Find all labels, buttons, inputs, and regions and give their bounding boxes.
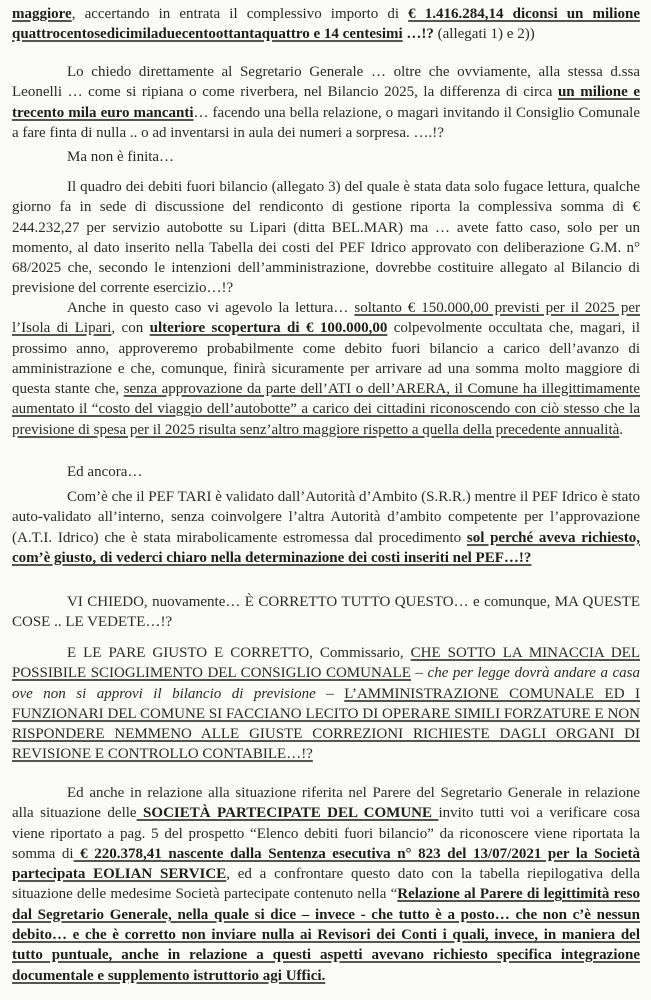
text-run: Lo chiedo direttamente al Segretario Generale … oltre che ovviamente, alla stessa d.ssa Leonelli … come si ripiana o come riverbera, nel Bilancio 2025, la differenza di circa: [12, 64, 640, 101]
text-run: Ma non è finita…: [67, 149, 175, 165]
paragraph: [12, 462, 640, 482]
text-run: , accertando in entrata il complessivo importo di: [71, 6, 409, 22]
emphasized-text: ulteriore scopertura di € 100.000,00: [149, 320, 388, 337]
emphasized-text: …!?: [402, 26, 434, 43]
paragraph: [12, 643, 640, 765]
text-run: Com’è che il PEF TARI è validato dall’Autorità d’Ambito (S.R.R.) mentre il PEF Idrico è stato auto-validato all’interno, senza coinvolgere l’altra Autorità d’ambito competente per l’approvazione (A.T.I. Idrico) che è stata mirabolicamente estromessa dal procedimento: [12, 489, 640, 546]
paragraph: [12, 487, 640, 568]
text-run: E LE PARE GIUSTO E CORRETTO, Commissario,: [67, 645, 411, 661]
emphasized-text: Relazione al Parere di legittimità reso dal Segretario Generale, nella quale si dice – invece - che tutto è a posto… che non c’è nessun debito… e che è corretto non inviare nulla ai Revisori dei Conti i quali, invece, in maniera del tutto puntuale, anche in relazione a questi aspetti avevano richiesto specifica integrazione documentale e supplemento istruttorio agi Uffici.: [12, 886, 640, 984]
paragraph: [12, 4, 640, 45]
text-run: , ed a confrontare questo dato con la tabella riepilogativa della situazione delle medesime Società partecipate contenuto nella “: [12, 866, 641, 903]
text-run: senza approvazione da parte dell’ATI o dell’ARERA, il Comune ha illegittimamente aumentato il “costo del viaggio dell’autobotte” a carico dei cittadini riconoscendo con ciò stesso che la previsione di spesa per il 2025 risulta senz’altro maggiore rispetto a quella della precedente annualità: [12, 381, 640, 438]
text-run: Ed anche in relazione alla situazione riferita nel Parere del Segretario Generale in relazione alla situazione delle: [12, 785, 640, 822]
text-run: – che per legge dovrà andare a casa ove non si approvi il bilancio di previsione –: [12, 665, 640, 702]
text-run: VI CHIEDO, nuovamente… È CORRETTO TUTTO QUESTO… e comunque, MA QUESTE COSE .. LE VEDETE…!?: [12, 594, 640, 631]
text-run: , con: [111, 320, 150, 337]
paragraph: [12, 298, 640, 440]
emphasized-text: un milione e trecento mila euro mancanti: [12, 84, 641, 121]
text-run: Ed ancora…: [67, 464, 143, 480]
text-run: (allegati 1) e 2)): [433, 26, 535, 43]
paragraph: [12, 147, 640, 167]
emphasized-text: € 1.416.284,14 diconsi un milione quattrocentosedicimiladuecentoottantaquattro e 14 centesimi: [12, 6, 640, 43]
text-run: Anche in questo caso vi agevolo la lettura…: [67, 300, 355, 316]
emphasized-text: maggiore: [12, 6, 72, 22]
text-run: Il quadro dei debiti fuori bilancio (allegato 3) del quale è stata data solo fugace lettura, qualche giorno fa in sede di discussione del rendiconto di gestione riporta la complessiva somma di € 244.232,27 per servizio autobotte su Lipari (ditta BEL.MAR) ma … avete fatto caso, solo per un momento, al dato inserito nella Tabella dei costi del PEF Idrico approvato con deliberazione G.M. n° 68/2025 che, secondo le intenzioni dell’amministrazione, dovrebbe costituire allegato al Bilancio di previsione del corrente esercizio…!?: [12, 179, 640, 297]
emphasized-text: SOCIETÀ PARTECIPATE DEL COMUNE: [136, 805, 439, 822]
text-run: … facendo una bella relazione, o magari invitando il Consiglio Comunale a fare finta di nulla .. o ad inventarsi in aula dei numeri a sorpresa. ….!?: [12, 104, 640, 141]
text-run: .: [619, 421, 624, 438]
text-run: invito tutti voi a verificare cosa viene riportato a pag. 5 del prospetto “Elenco debiti fuori bilancio” da riconoscere viene riportata la somma di: [12, 805, 640, 862]
emphasized-text: € 220.378,41 nascente dalla Sentenza esecutiva n° 823 del 13/07/2021 per la Società partecipata EOLIAN SERVICE: [12, 845, 640, 883]
text-run: colpevolmente occultata che, magari, il prossimo anno, approveremo probabilmente come debito fuori bilancio a carico dell’avanzo di amministrazione e che, comunque, finirà sicuramente per arrivare ad una somma molto maggiore di questa stante che,: [12, 320, 640, 398]
text-run: CHE SOTTO LA MINACCIA DEL POSSIBILE SCIOGLIMENTO DEL CONSIGLIO COMUNALE: [12, 645, 640, 682]
paragraph: [12, 62, 640, 143]
paragraph: [12, 592, 640, 633]
text-run: soltanto € 150.000,00 previsti per il 2025 per l’Isola di Lipari: [12, 300, 640, 337]
emphasized-text: sol perché aveva richiesto, com’è giusto, di vederci chiaro nella determinazione dei costi inseriti nel PEF…!?: [12, 529, 640, 566]
paragraph: [12, 177, 640, 299]
paragraph: [12, 783, 640, 986]
text-run: L’AMMINISTRAZIONE COMUNALE ED I FUNZIONARI DEL COMUNE SI FACCIANO LECITO DI OPERARE SIMILI FORZATURE E NON RISPONDERE NEMMENO ALLE GIUSTE CORREZIONI RICHIESTE DAGLI ORGANI DI REVISIONE E CONTROLLO CONTABILE…!?: [12, 685, 641, 763]
